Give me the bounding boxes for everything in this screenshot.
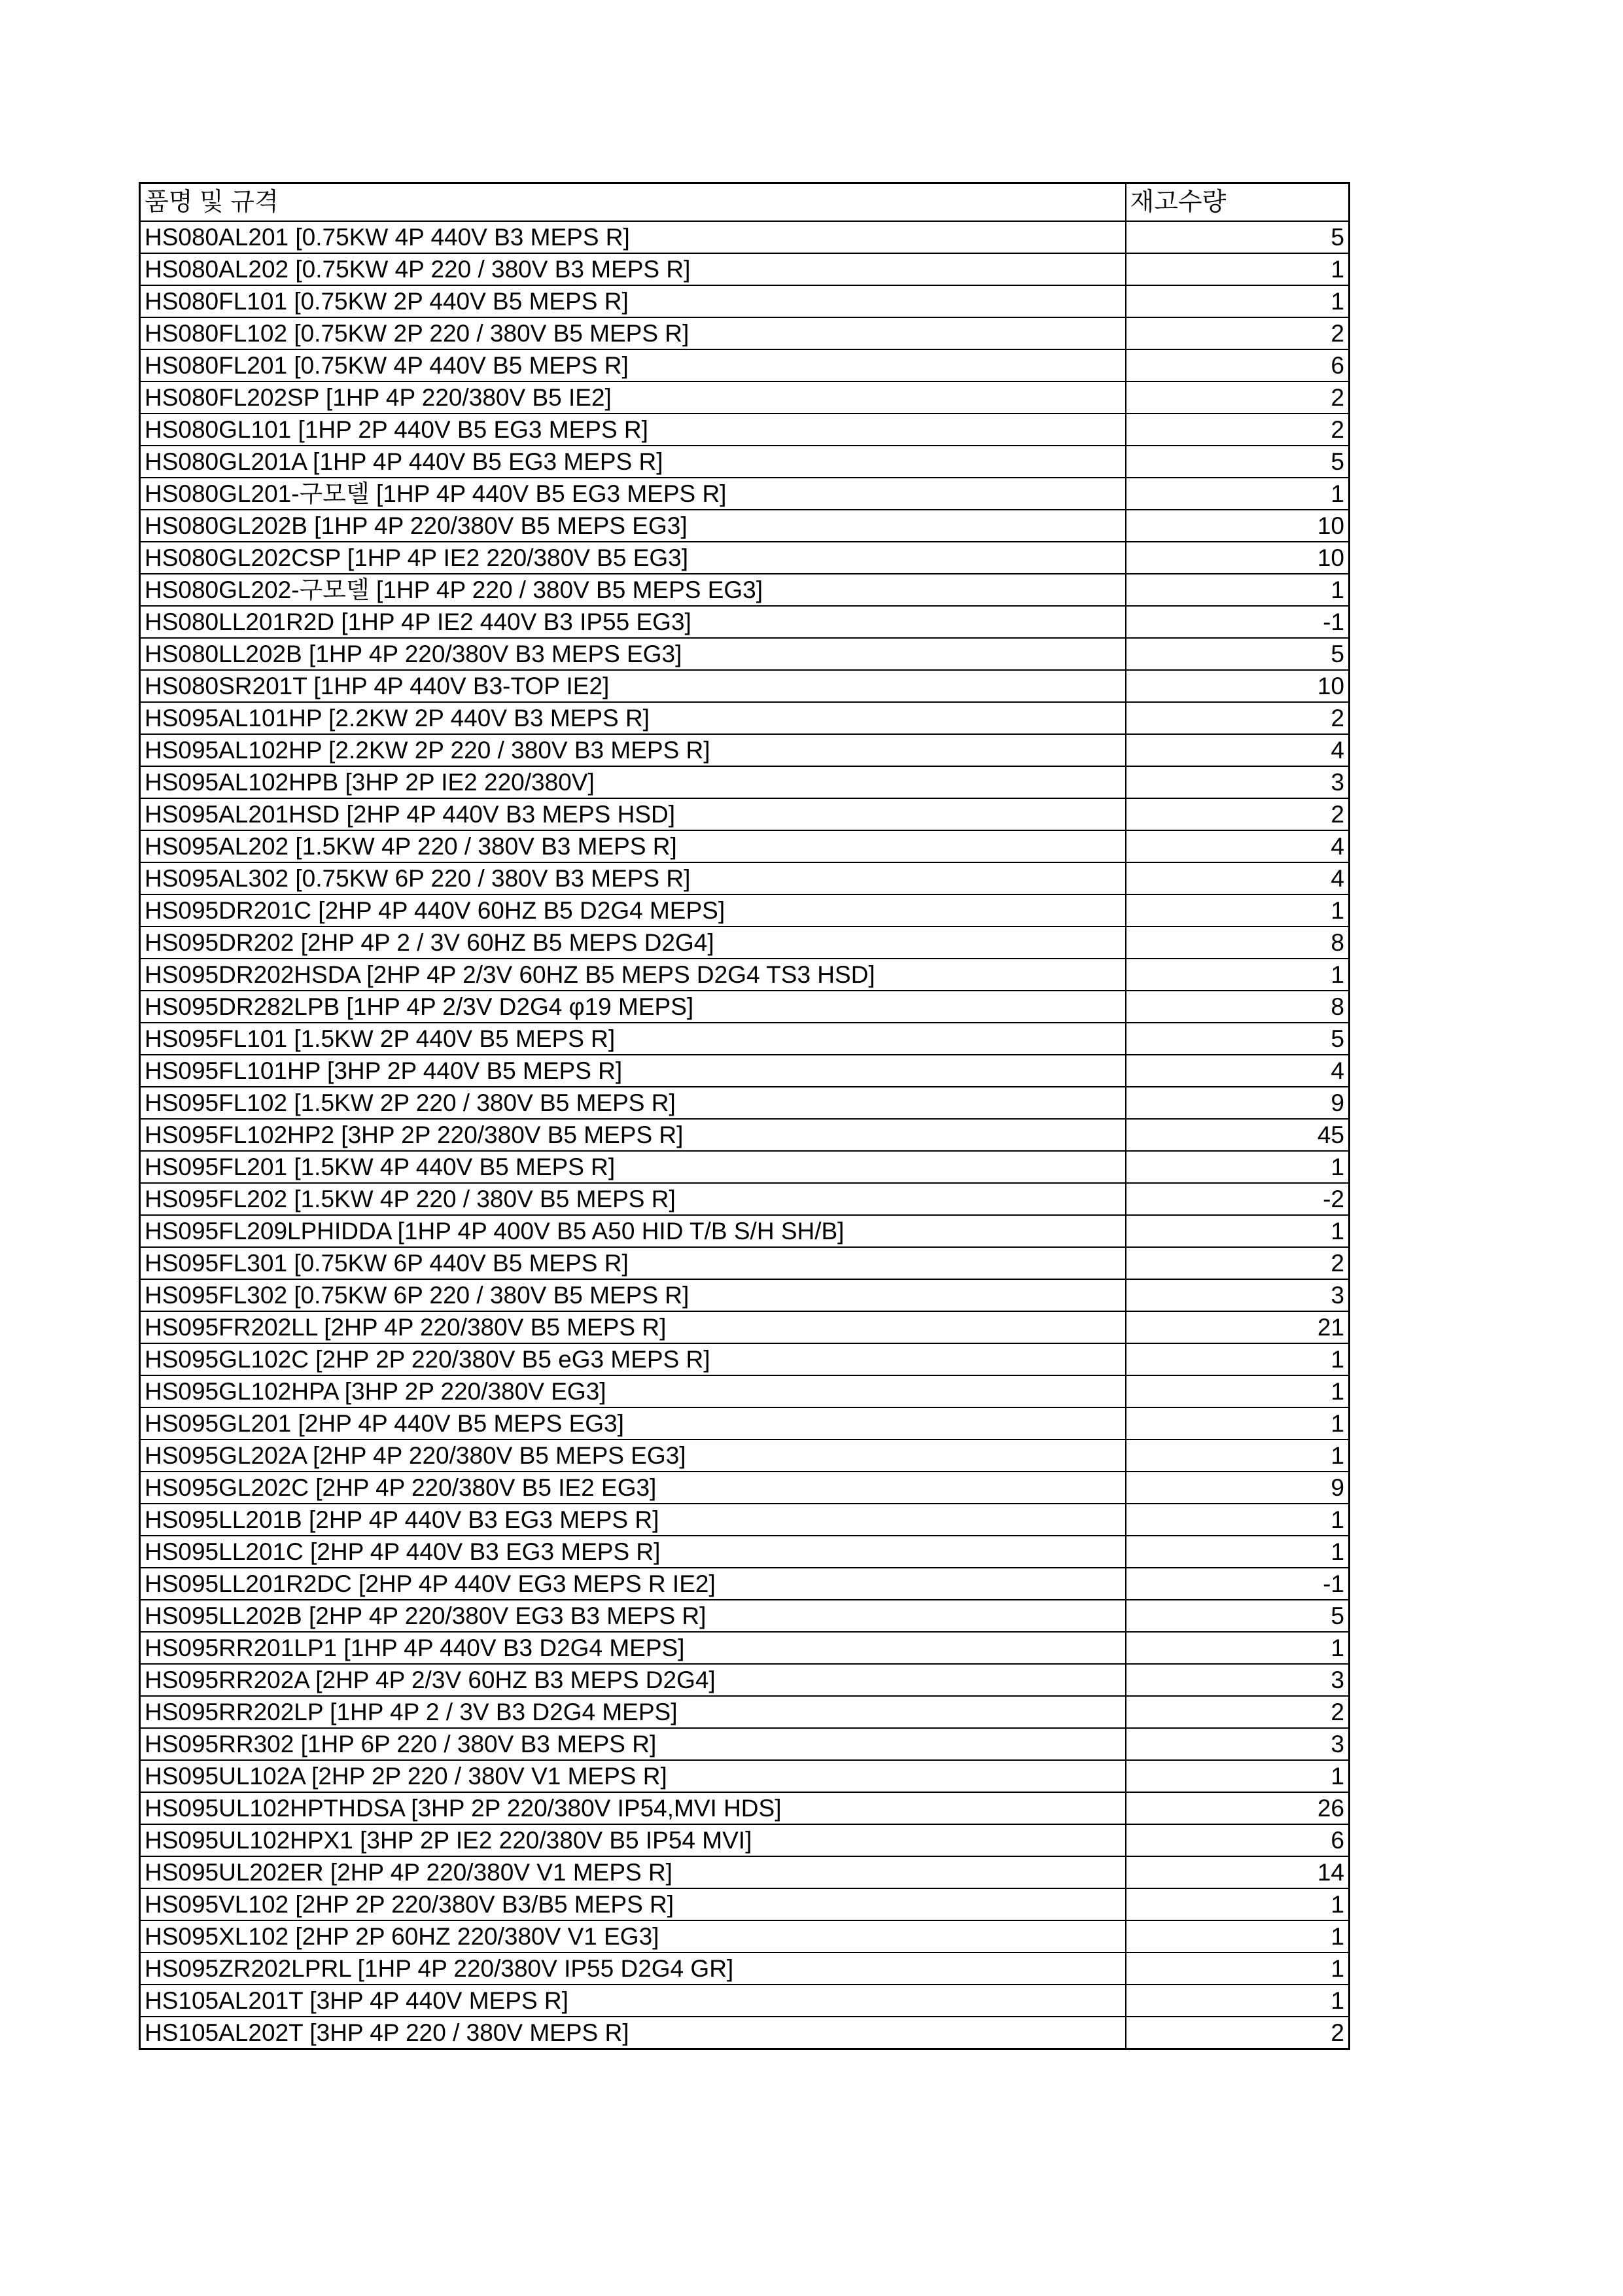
table-body [140,221,1350,2049]
stock-qty-cell: 10 [1126,670,1350,702]
table-row [140,670,1350,702]
table-row [140,734,1350,766]
item-name-cell: HS095DR282LPB [1HP 4P 2/3V D2G4 φ19 MEPS] [140,991,1126,1023]
item-name-cell: HS080GL201A [1HP 4P 440V B5 EG3 MEPS R] [140,446,1126,478]
stock-qty-cell: -2 [1126,1183,1350,1215]
table-row [140,446,1350,478]
table-row [140,991,1350,1023]
stock-qty-cell: 1 [1126,1952,1350,1985]
table-row [140,317,1350,349]
table-row [140,1536,1350,1568]
table-row [140,1407,1350,1439]
table-row [140,381,1350,414]
table-row [140,1183,1350,1215]
stock-qty-cell: -1 [1126,1568,1350,1600]
item-name-cell: HS080AL201 [0.75KW 4P 440V B3 MEPS R] [140,221,1126,253]
stock-qty-cell: 1 [1126,1504,1350,1536]
stock-qty-cell: 1 [1126,1407,1350,1439]
table-row [140,1119,1350,1151]
item-name-cell: HS095DR202HSDA [2HP 4P 2/3V 60HZ B5 MEPS D2G4 TS3 HSD] [140,959,1126,991]
item-name-cell: HS095FR202LL [2HP 4P 220/380V B5 MEPS R] [140,1311,1126,1343]
stock-qty-cell: 1 [1126,1536,1350,1568]
item-name-cell: HS095GL202A [2HP 4P 220/380V B5 MEPS EG3] [140,1439,1126,1472]
item-name-cell: HS095AL102HP [2.2KW 2P 220 / 380V B3 MEPS R] [140,734,1126,766]
stock-qty-cell: 1 [1126,1343,1350,1375]
stock-qty-cell: 10 [1126,542,1350,574]
stock-qty-cell: 9 [1126,1087,1350,1119]
item-name-cell: HS080GL101 [1HP 2P 440V B5 EG3 MEPS R] [140,414,1126,446]
item-name-cell: HS080FL202SP [1HP 4P 220/380V B5 IE2] [140,381,1126,414]
stock-qty-cell: 1 [1126,1985,1350,2017]
table-row [140,349,1350,381]
table-row [140,414,1350,446]
item-name-cell: HS095AL202 [1.5KW 4P 220 / 380V B3 MEPS R] [140,830,1126,862]
stock-qty-cell: 1 [1126,478,1350,510]
table-row [140,959,1350,991]
table-row [140,542,1350,574]
stock-qty-cell: 45 [1126,1119,1350,1151]
table-row [140,1985,1350,2017]
table-row [140,830,1350,862]
item-name-cell: HS095FL209LPHIDDA [1HP 4P 400V B5 A50 HID T/B S/H SH/B] [140,1215,1126,1247]
item-name-cell: HS095XL102 [2HP 2P 60HZ 220/380V V1 EG3] [140,1920,1126,1952]
item-name-cell: HS095RR202LP [1HP 4P 2 / 3V B3 D2G4 MEPS] [140,1696,1126,1728]
table-row [140,1087,1350,1119]
stock-qty-cell: 3 [1126,766,1350,798]
stock-qty-cell: 6 [1126,1824,1350,1856]
item-name-cell: HS095AL102HPB [3HP 2P IE2 220/380V] [140,766,1126,798]
table-row [140,1792,1350,1824]
item-name-cell: HS095GL201 [2HP 4P 440V B5 MEPS EG3] [140,1407,1126,1439]
table-row [140,510,1350,542]
stock-qty-cell: 1 [1126,1632,1350,1664]
item-name-cell: HS095RR302 [1HP 6P 220 / 380V B3 MEPS R] [140,1728,1126,1760]
item-name-cell: HS095AL101HP [2.2KW 2P 440V B3 MEPS R] [140,702,1126,734]
table-row [140,638,1350,670]
item-name-cell: HS095FL101HP [3HP 2P 440V B5 MEPS R] [140,1055,1126,1087]
table-row [140,1311,1350,1343]
stock-qty-cell: 1 [1126,1151,1350,1183]
stock-qty-cell: 2 [1126,1247,1350,1279]
item-name-cell: HS095FL302 [0.75KW 6P 220 / 380V B5 MEPS R] [140,1279,1126,1311]
table-header [140,183,1350,222]
table-row [140,927,1350,959]
stock-qty-cell: 1 [1126,1375,1350,1407]
stock-qty-cell: 2 [1126,381,1350,414]
table-row [140,1375,1350,1407]
inventory-sheet [139,182,1348,2050]
table-row [140,1920,1350,1952]
item-name-cell: HS095UL102A [2HP 2P 220 / 380V V1 MEPS R] [140,1760,1126,1792]
item-name-cell: HS080AL202 [0.75KW 4P 220 / 380V B3 MEPS R] [140,253,1126,285]
item-name-cell: HS095LL202B [2HP 4P 220/380V EG3 B3 MEPS R] [140,1600,1126,1632]
item-name-cell: HS080GL202-구모델 [1HP 4P 220 / 380V B5 MEPS EG3] [140,574,1126,606]
item-name-cell: HS080FL101 [0.75KW 2P 440V B5 MEPS R] [140,285,1126,317]
stock-qty-cell: -1 [1126,606,1350,638]
item-name-cell: HS095FL102HP2 [3HP 2P 220/380V B5 MEPS R] [140,1119,1126,1151]
item-name-cell: HS080SR201T [1HP 4P 440V B3-TOP IE2] [140,670,1126,702]
stock-qty-cell: 2 [1126,414,1350,446]
table-row [140,1439,1350,1472]
table-row [140,574,1350,606]
table-row [140,221,1350,253]
stock-qty-cell: 3 [1126,1279,1350,1311]
table-row [140,1023,1350,1055]
item-name-cell: HS080LL201R2D [1HP 4P IE2 440V B3 IP55 EG3] [140,606,1126,638]
table-row [140,253,1350,285]
item-name-cell: HS080LL202B [1HP 4P 220/380V B3 MEPS EG3] [140,638,1126,670]
table-row [140,1247,1350,1279]
stock-qty-cell: 1 [1126,1888,1350,1920]
item-name-cell: HS095UL102HPTHDSA [3HP 2P 220/380V IP54,MVI HDS] [140,1792,1126,1824]
table-row [140,1824,1350,1856]
stock-qty-cell: 4 [1126,862,1350,894]
table-row [140,766,1350,798]
item-name-cell: HS095VL102 [2HP 2P 220/380V B3/B5 MEPS R] [140,1888,1126,1920]
item-name-cell: HS095DR202 [2HP 4P 2 / 3V 60HZ B5 MEPS D2G4] [140,927,1126,959]
column-header-stock-qty: 재고수량 [1126,183,1350,222]
stock-qty-cell: 14 [1126,1856,1350,1888]
stock-qty-cell: 21 [1126,1311,1350,1343]
stock-qty-cell: 5 [1126,221,1350,253]
stock-qty-cell: 4 [1126,1055,1350,1087]
stock-qty-cell: 8 [1126,927,1350,959]
table-row [140,285,1350,317]
table-row [140,1504,1350,1536]
item-name-cell: HS095FL101 [1.5KW 2P 440V B5 MEPS R] [140,1023,1126,1055]
stock-qty-cell: 5 [1126,1023,1350,1055]
stock-qty-cell: 8 [1126,991,1350,1023]
item-name-cell: HS095ZR202LPRL [1HP 4P 220/380V IP55 D2G4 GR] [140,1952,1126,1985]
table-row [140,1472,1350,1504]
item-name-cell: HS095LL201B [2HP 4P 440V B3 EG3 MEPS R] [140,1504,1126,1536]
header-row [140,183,1350,222]
item-name-cell: HS080FL201 [0.75KW 4P 440V B5 MEPS R] [140,349,1126,381]
item-name-cell: HS080FL102 [0.75KW 2P 220 / 380V B5 MEPS R] [140,317,1126,349]
item-name-cell: HS095FL301 [0.75KW 6P 440V B5 MEPS R] [140,1247,1126,1279]
column-header-item-name: 품명 및 규격 [140,183,1126,222]
item-name-cell: HS080GL202CSP [1HP 4P IE2 220/380V B5 EG3] [140,542,1126,574]
table-row [140,1664,1350,1696]
item-name-cell: HS095UL202ER [2HP 4P 220/380V V1 MEPS R] [140,1856,1126,1888]
stock-qty-cell: 3 [1126,1728,1350,1760]
item-name-cell: HS095GL202C [2HP 4P 220/380V B5 IE2 EG3] [140,1472,1126,1504]
table-row [140,894,1350,927]
item-name-cell: HS095FL201 [1.5KW 4P 440V B5 MEPS R] [140,1151,1126,1183]
item-name-cell: HS095LL201R2DC [2HP 4P 440V EG3 MEPS R IE2] [140,1568,1126,1600]
item-name-cell: HS095RR201LP1 [1HP 4P 440V B3 D2G4 MEPS] [140,1632,1126,1664]
stock-qty-cell: 2 [1126,2017,1350,2049]
table-row [140,862,1350,894]
stock-qty-cell: 2 [1126,1696,1350,1728]
table-row [140,1696,1350,1728]
table-row [140,1728,1350,1760]
table-row [140,478,1350,510]
table-row [140,1600,1350,1632]
stock-qty-cell: 6 [1126,349,1350,381]
table-row [140,606,1350,638]
stock-qty-cell: 4 [1126,830,1350,862]
stock-qty-cell: 2 [1126,702,1350,734]
item-name-cell: HS095LL201C [2HP 4P 440V B3 EG3 MEPS R] [140,1536,1126,1568]
item-name-cell: HS105AL201T [3HP 4P 440V MEPS R] [140,1985,1126,2017]
item-name-cell: HS095FL202 [1.5KW 4P 220 / 380V B5 MEPS R] [140,1183,1126,1215]
stock-qty-cell: 10 [1126,510,1350,542]
table-row [140,1760,1350,1792]
table-row [140,1279,1350,1311]
stock-qty-cell: 1 [1126,574,1350,606]
item-name-cell: HS105AL202T [3HP 4P 220 / 380V MEPS R] [140,2017,1126,2049]
stock-qty-cell: 1 [1126,1215,1350,1247]
stock-qty-cell: 2 [1126,798,1350,830]
table-row [140,1151,1350,1183]
table-row [140,1568,1350,1600]
table-row [140,702,1350,734]
item-name-cell: HS095DR201C [2HP 4P 440V 60HZ B5 D2G4 MEPS] [140,894,1126,927]
stock-qty-cell: 1 [1126,894,1350,927]
stock-qty-cell: 1 [1126,285,1350,317]
stock-qty-cell: 5 [1126,1600,1350,1632]
item-name-cell: HS095GL102HPA [3HP 2P 220/380V EG3] [140,1375,1126,1407]
item-name-cell: HS095AL201HSD [2HP 4P 440V B3 MEPS HSD] [140,798,1126,830]
item-name-cell: HS095GL102C [2HP 2P 220/380V B5 eG3 MEPS R] [140,1343,1126,1375]
table-row [140,1888,1350,1920]
stock-qty-cell: 1 [1126,1920,1350,1952]
item-name-cell: HS095AL302 [0.75KW 6P 220 / 380V B3 MEPS R] [140,862,1126,894]
item-name-cell: HS080GL201-구모델 [1HP 4P 440V B5 EG3 MEPS R] [140,478,1126,510]
item-name-cell: HS095FL102 [1.5KW 2P 220 / 380V B5 MEPS R] [140,1087,1126,1119]
table-row [140,1215,1350,1247]
table-row [140,798,1350,830]
stock-qty-cell: 1 [1126,1760,1350,1792]
stock-qty-cell: 4 [1126,734,1350,766]
stock-qty-cell: 5 [1126,446,1350,478]
stock-qty-cell: 2 [1126,317,1350,349]
table-row [140,1343,1350,1375]
stock-qty-cell: 9 [1126,1472,1350,1504]
table-row [140,1055,1350,1087]
inventory-table [139,182,1350,2050]
stock-qty-cell: 5 [1126,638,1350,670]
table-row [140,2017,1350,2049]
stock-qty-cell: 26 [1126,1792,1350,1824]
stock-qty-cell: 3 [1126,1664,1350,1696]
table-row [140,1856,1350,1888]
stock-qty-cell: 1 [1126,253,1350,285]
item-name-cell: HS095UL102HPX1 [3HP 2P IE2 220/380V B5 IP54 MVI] [140,1824,1126,1856]
item-name-cell: HS095RR202A [2HP 4P 2/3V 60HZ B3 MEPS D2G4] [140,1664,1126,1696]
table-row [140,1952,1350,1985]
stock-qty-cell: 1 [1126,959,1350,991]
item-name-cell: HS080GL202B [1HP 4P 220/380V B5 MEPS EG3] [140,510,1126,542]
table-row [140,1632,1350,1664]
stock-qty-cell: 1 [1126,1439,1350,1472]
